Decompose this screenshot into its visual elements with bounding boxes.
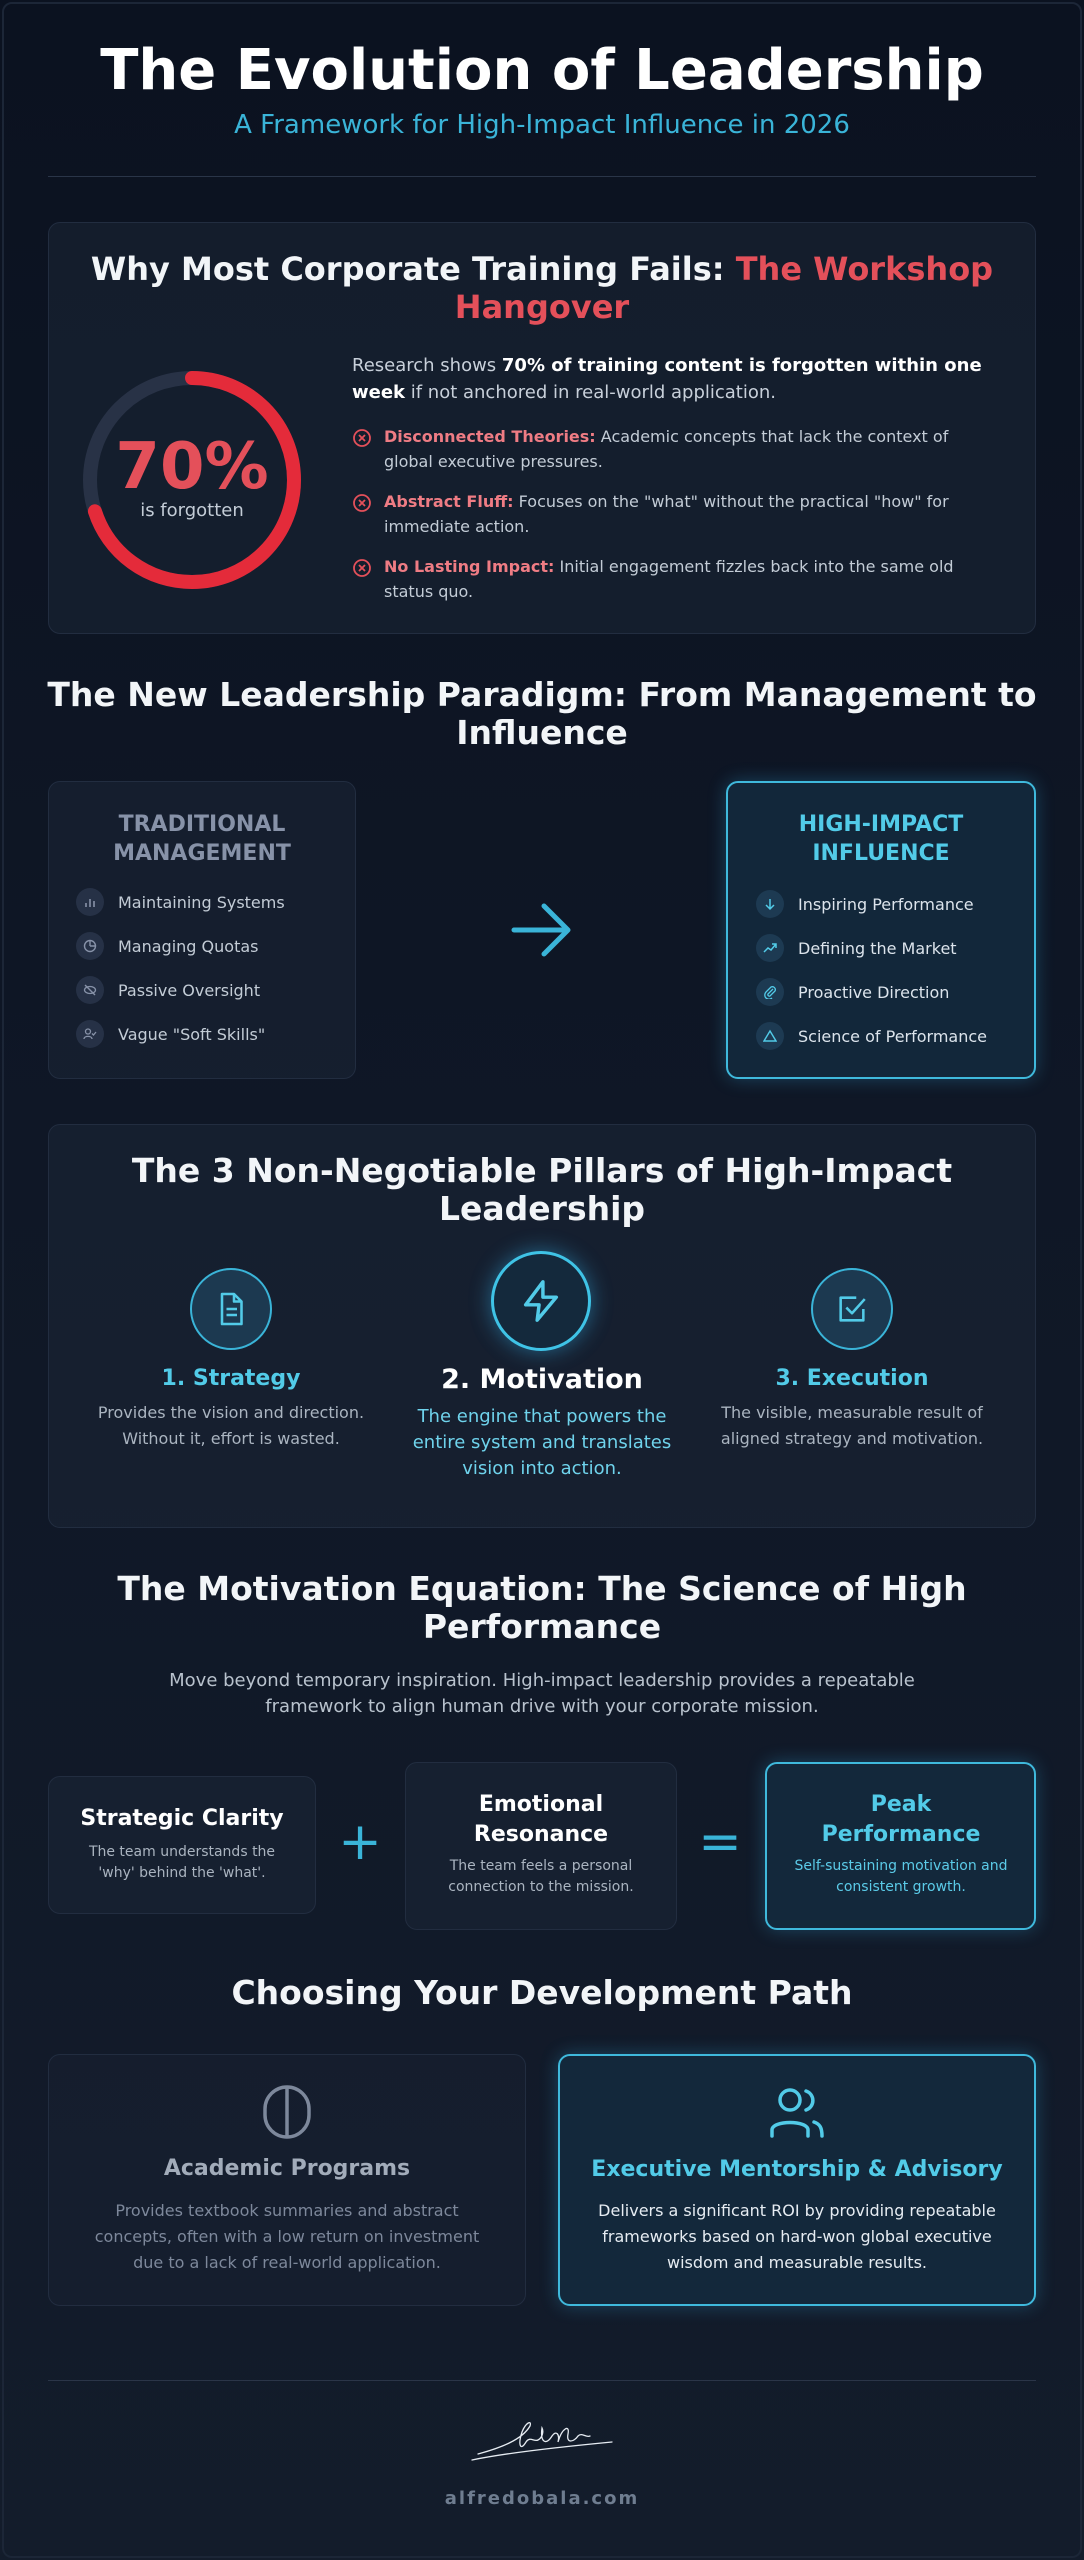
traditional-item: Managing Quotas: [76, 932, 258, 960]
equation-intro: Move beyond temporary inspiration. High-impact leadership provides a repeatable framework to align human drive with your corporate mission.: [169, 1670, 915, 1717]
equals-sign: =: [698, 1812, 742, 1872]
user-check-icon: [76, 1020, 104, 1048]
fail-reason-item: Disconnected Theories: Academic concepts that lack the context of global executive pressures.: [352, 424, 992, 474]
influence-item: Science of Performance: [756, 1022, 987, 1050]
traditional-heading: TRADITIONAL MANAGEMENT: [113, 812, 291, 866]
traditional-item: Maintaining Systems: [76, 888, 285, 916]
x-circle-icon: [352, 493, 372, 513]
x-circle-icon: [352, 428, 372, 448]
bar-chart-icon: [76, 888, 104, 916]
checkbox-icon: [811, 1268, 893, 1350]
equation-title: The Motivation Equation: The Science of High Performance: [117, 1569, 967, 1646]
signature: [470, 2412, 614, 2468]
influence-item: Defining the Market: [756, 934, 957, 962]
paradigm-title: The New Leadership Paradigm: From Management to Influence: [47, 675, 1037, 752]
pillar-title: 3. Execution: [775, 1366, 929, 1391]
document-icon: [190, 1268, 272, 1350]
path-title: Academic Programs: [163, 2156, 411, 2181]
traditional-item: Passive Oversight: [76, 976, 260, 1004]
divider: [48, 176, 1036, 177]
lightning-icon: [491, 1251, 591, 1351]
influence-heading: HIGH-IMPACT INFLUENCE: [798, 812, 964, 866]
page-title: The Evolution of Leadership: [100, 38, 984, 103]
term-desc: Self-sustaining motivation and consistent growth.: [794, 1858, 1008, 1895]
term-title: Strategic Clarity: [80, 1806, 284, 1831]
fail-reason-item: Abstract Fluff: Focuses on the "what" without the practical "how" for immediate action.: [352, 489, 992, 539]
research-intro: Research shows 70% of training content is forgotten within one week if not anchored in real-world application.: [352, 355, 982, 403]
pillar-icon: [259, 2084, 315, 2140]
term-desc: The team feels a personal connection to the mission.: [448, 1858, 634, 1895]
term-title: Emotional Resonance: [473, 1792, 609, 1847]
arrow-right-icon: [510, 902, 574, 958]
paths-title: Choosing Your Development Path: [231, 1973, 853, 2012]
path-desc: Delivers a significant ROI by providing repeatable frameworks based on hard-won global executive wisdom and measurable results.: [598, 2201, 996, 2272]
term-desc: The team understands the 'why' behind the 'what'.: [88, 1844, 276, 1881]
footer-divider: [48, 2380, 1036, 2381]
path-title: Executive Mentorship & Advisory: [591, 2157, 1003, 2182]
plus-sign: +: [338, 1812, 382, 1872]
eye-off-icon: [76, 976, 104, 1004]
traditional-item: Vague "Soft Skills": [76, 1020, 265, 1048]
trending-up-icon: [756, 934, 784, 962]
triangle-icon: [756, 1022, 784, 1050]
users-icon: [768, 2084, 826, 2140]
influence-item: Proactive Direction: [756, 978, 949, 1006]
gauge-caption: is forgotten: [140, 500, 244, 521]
paperclip-icon: [756, 978, 784, 1006]
website-link[interactable]: alfredobala.com: [444, 2488, 640, 2509]
pillar-desc: Provides the vision and direction. Without it, effort is wasted.: [97, 1403, 365, 1448]
pillar-title: 2. Motivation: [441, 1364, 643, 1395]
fail-reason-item: No Lasting Impact: Initial engagement fizzles back into the same old status quo.: [352, 554, 992, 604]
pie-chart-icon: [76, 932, 104, 960]
pillar-title: 1. Strategy: [161, 1366, 301, 1391]
pillars-title: The 3 Non-Negotiable Pillars of High-Impact Leadership: [131, 1151, 953, 1228]
x-circle-icon: [352, 558, 372, 578]
pillar-desc: The visible, measurable result of aligned strategy and motivation.: [720, 1403, 984, 1448]
term-title: Peak Performance: [821, 1792, 981, 1847]
arrow-down-icon: [756, 890, 784, 918]
influence-item: Inspiring Performance: [756, 890, 974, 918]
training-fails-title: Why Most Corporate Training Fails: The Workshop Hangover: [90, 250, 994, 326]
pillar-desc: The engine that powers the entire system and translates vision into action.: [412, 1406, 672, 1479]
page-subtitle: A Framework for High-Impact Influence in 2026: [234, 110, 850, 140]
path-desc: Provides textbook summaries and abstract concepts, often with a low return on investment due to a lack of real-world application.: [94, 2201, 480, 2272]
gauge-value: 70%: [115, 430, 269, 504]
